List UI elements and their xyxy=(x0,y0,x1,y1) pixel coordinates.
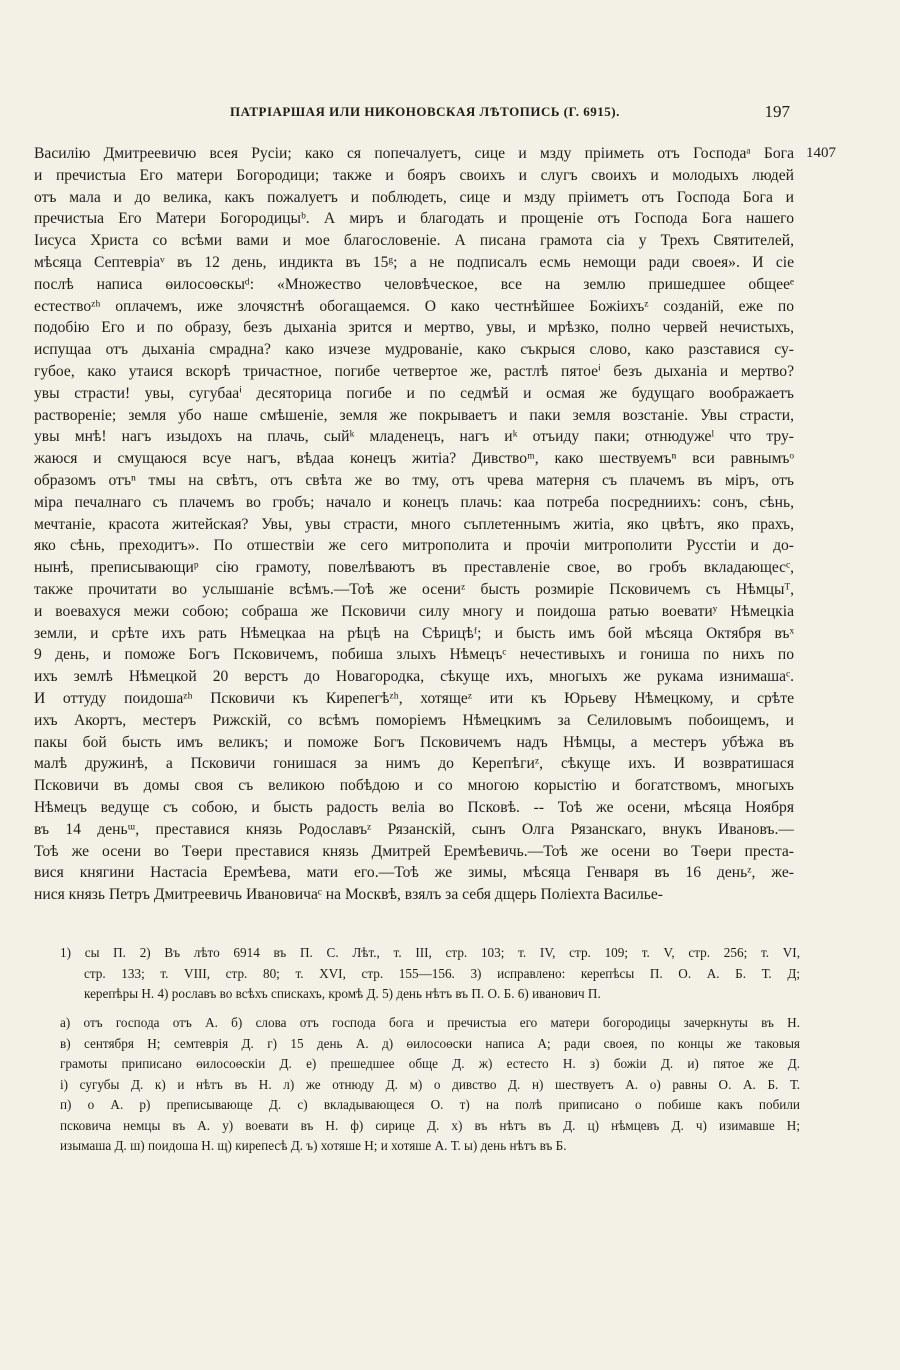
text-line: Іисуса Христа со всѣми вами и мое благословеніе. А писана грамота сіа у Трехъ Святителей, xyxy=(34,232,794,250)
text-line: послѣ написа ѳилосоѳскыᵈ: «Множество человѣческое, все на землю пришедшее общееᵉ xyxy=(34,275,794,293)
text-line: губое, како утаися вскорѣ тричастное, погибе четвертое же, растлѣ пятоеⁱ безъ дыханіа и мертво? xyxy=(34,362,794,380)
text-line: міра печалнаго съ плачемъ во гробъ; начало и конецъ плачь: каа потреба посредниихъ: сонъ, сѣнь, xyxy=(34,493,794,511)
numbered-footnotes xyxy=(60,943,800,1005)
text-line: і) сугубы Д. к) и нѣтъ въ Н. л) же отнюду Д. м) о дивство Д. н) шествуетъ А. о) равны О. А. Б. Т. xyxy=(60,1076,800,1092)
text-line: пакы бой бысть имъ великъ; и поможе Богъ Псковичемъ надъ Нѣмцы, а местеръ убѣжа въ xyxy=(34,733,794,751)
text-line: образомъ отъⁿ тмы на свѣтъ, отъ свѣта же во тму, отъ чрева матерня съ плачемъ въ міръ, отъ xyxy=(34,471,794,489)
text-line: ихъ землѣ Нѣмецкой 20 верстъ до Новагородка, сѣкуще ихъ, многыхъ же рукама изнимашаᶜ. xyxy=(34,668,794,686)
text-line: Василію Дмитреевичю всея Русіи; како ся попечалуетъ, сице и мзду пріиметь отъ Господаᵃ Бога xyxy=(34,145,794,162)
text-line: 9 день, и поможе Богъ Псковичемъ, побиша злыхъ Нѣмецъᶜ нечестивыхъ и гониша по нихъ по xyxy=(34,646,794,664)
text-line: жаюся и смущаюся всуе нагъ, вѣдаа конецъ житіа? Дивствоᵐ, како шествуемъⁿ вси равнымъᵒ xyxy=(34,450,794,468)
text-line: в) сентября Н; семтеврія Д. г) 15 день А. д) ѳилосоѳски написа А; ради своея, по концы же таковыя xyxy=(60,1035,800,1051)
text-line: вися княгини Настасіа Еремѣева, мати его.—Тоѣ же зимы, мѣсяца Генваря въ 16 деньᶻ, же- xyxy=(34,864,794,882)
page-number: 197 xyxy=(764,102,790,121)
text-line: отъ мала и до велика, какъ пожалуетъ и поблюдеть, сице и мзду пріиметъ отъ Господа Бога и xyxy=(34,188,794,206)
chronicle-text xyxy=(34,143,794,906)
text-line: нися князь Петръ Дмитреевичь Ивановичаᶜ на Москвѣ, взялъ за себя дщерь Поліехта Василье- xyxy=(34,886,663,904)
text-line: увы мнѣ! нагъ изыдохъ на плачь, сыйᵏ младенецъ, нагъ иᵏ отъиду паки; отнюдужеˡ что тру- xyxy=(34,428,794,446)
lettered-footnotes xyxy=(60,1013,800,1157)
text-line: испущаа отъ дыханіа смрадна? како изчезе мудрованіе, како съкрыся слово, како разставися су- xyxy=(34,341,794,359)
text-line: ихъ Акортъ, местеръ Рижскій, со всѣмъ поморіемъ Нѣмецкимъ за Селиловымъ побоищемъ, и xyxy=(34,711,794,729)
text-line: увы страсти! увы, сугубааⁱ десяторица погибе и по седмѣй и осмая же будущаго воображаетъ xyxy=(34,384,794,402)
text-line: мѣсяца Септевріаᵛ въ 12 день, индикта въ 15ᵍ; а не подписалъ есмь немощи ради своея». И сіе xyxy=(34,253,794,271)
text-line: также прочитати во услышаніе всѣмъ.—Тоѣ же осениᶻ бысть розмиріе Псковичемъ съ Нѣмцыᵀ, xyxy=(34,580,794,598)
text-line: грамоты приписано ѳилосоѳскіи Д. е) прешедшее обще Д. ж) естесто Н. з) божіи Д. и) пятое же Д. xyxy=(60,1056,800,1071)
text-line: изымаша Д. ш) поидоша Н. щ) кирепесѣ Д. ъ) хотяше Н; и хотяше А. Т. ы) день нѣтъ въ Б. xyxy=(60,1138,567,1153)
text-line: а) отъ господа отъ А. б) слова отъ господа бога и пречистыа его матери богородицы зачеркнуты въ Н. xyxy=(60,1015,800,1030)
text-line: яко сѣнь, преходитъ». По отшествіи же сего митрополита и прочіи митрополити Русстіи и до- xyxy=(34,537,794,555)
text-line: керепѣры Н. 4) рославъ во всѣхъ спискахъ, кромѣ Д. 5) день нѣтъ въ П. О. Б. 6) иванович П. xyxy=(84,986,601,1001)
text-line: малѣ дружинѣ, а Псковичи гонишася за нимъ до Керепѣгиᶻ, сѣкуще ихъ. И возвратишася xyxy=(34,755,794,773)
text-line: Псковичи въ домы своя съ великою побѣдою и со многою корыстію и богатствомъ, многыхъ xyxy=(34,777,794,795)
text-line: Тоѣ же осени во Тѳери преставися князь Дмитрей Еремѣевичь.—Тоѣ же осени во Тѳери преста- xyxy=(34,842,794,860)
text-line: 1) сы П. 2) Въ лѣто 6914 въ П. С. Лѣт., т. III, стр. 103; т. IV, стр. 109; т. V, стр. 256; т. VI, xyxy=(60,945,800,960)
text-line: мечтаніе, красота житейская? Увы, увы страсти, много съплетеннымъ житіа, яко цвѣтъ, яко прахъ, xyxy=(34,515,794,533)
text-line: подобію Его и по образу, безъ дыханіа зрится и мертво, увы, и мрѣзко, полно червей нечистыхъ, xyxy=(34,319,794,337)
text-line: въ 14 деньᵚ, преставися князь Родославъᶻ Рязанскій, сынъ Олга Рязанскаго, внукъ Ивановъ.— xyxy=(34,820,794,838)
text-line: Нѣмецъ ведуще съ собою, и бысть радость веліа во Псковѣ. -- Тоѣ же осени, мѣсяца Ноября xyxy=(34,798,794,816)
text-line: пречистыа Его Матери Богородицыᵇ. А миръ и благодать и прощеніе отъ Господа Бога нашего xyxy=(34,210,794,228)
text-line: естествоᶻʰ оплачемъ, иже злочястнѣ обогащаемся. О како честнѣйшее Божіихъᶻ созданій, еже по xyxy=(34,297,794,315)
text-line: и пречистыа Его матери Богородици; также и бояръ своихъ и слугъ своихъ и молодыхъ людей xyxy=(34,166,794,184)
running-header xyxy=(34,104,790,126)
text-line: псковича немцы въ А. у) воевати въ Н. ф) сирице Д. х) въ нѣтъ въ Д. ц) нѣмцевъ Д. ч) изимавше Н; xyxy=(60,1117,800,1133)
text-line: стр. 133; т. VIII, стр. 80; т. XVI, стр. 155—156. 3) исправлено: керепѣсы П. О. А. Б. Т. Д; xyxy=(84,965,800,981)
text-line: земли, и срѣте ихъ рать Нѣмецкаа на рѣцѣ на Сѣрицѣᶠ; и бысть имъ бой мѣсяца Октября въˣ xyxy=(34,624,794,642)
text-line: И оттуду поидошаᶻʰ Псковичи къ Кирепегѣᶻʰ, хотящеᶻ ити къ Юрьеву Нѣмецкому, и срѣте xyxy=(34,689,794,707)
margin-year: 1407 xyxy=(806,145,836,161)
text-line: раствореніе; земля убо наше смѣшеніе, земля же покрываетъ и паки земля возстаніе. Увы страсти, xyxy=(34,406,794,424)
text-line: п) о А. р) преписывающе Д. с) вкладывающеся О. т) на полѣ приписано о побише какъ побили xyxy=(60,1097,800,1112)
text-line: и воевахуся межи собою; собраша же Псковичи силу многу и поидоша ратью воеватиʸ Нѣмецкіа xyxy=(34,602,794,620)
text-line: нынѣ, преписывающиᵖ сію грамоту, повелѣваютъ въ преставленіе свое, во гробъ вкладающесᶜ, xyxy=(34,559,794,577)
running-title: ПАТРІАРШАЯ ИЛИ НИКОНОВСКАЯ ЛѢТОПИСЬ (Г. 6915). xyxy=(230,104,620,119)
